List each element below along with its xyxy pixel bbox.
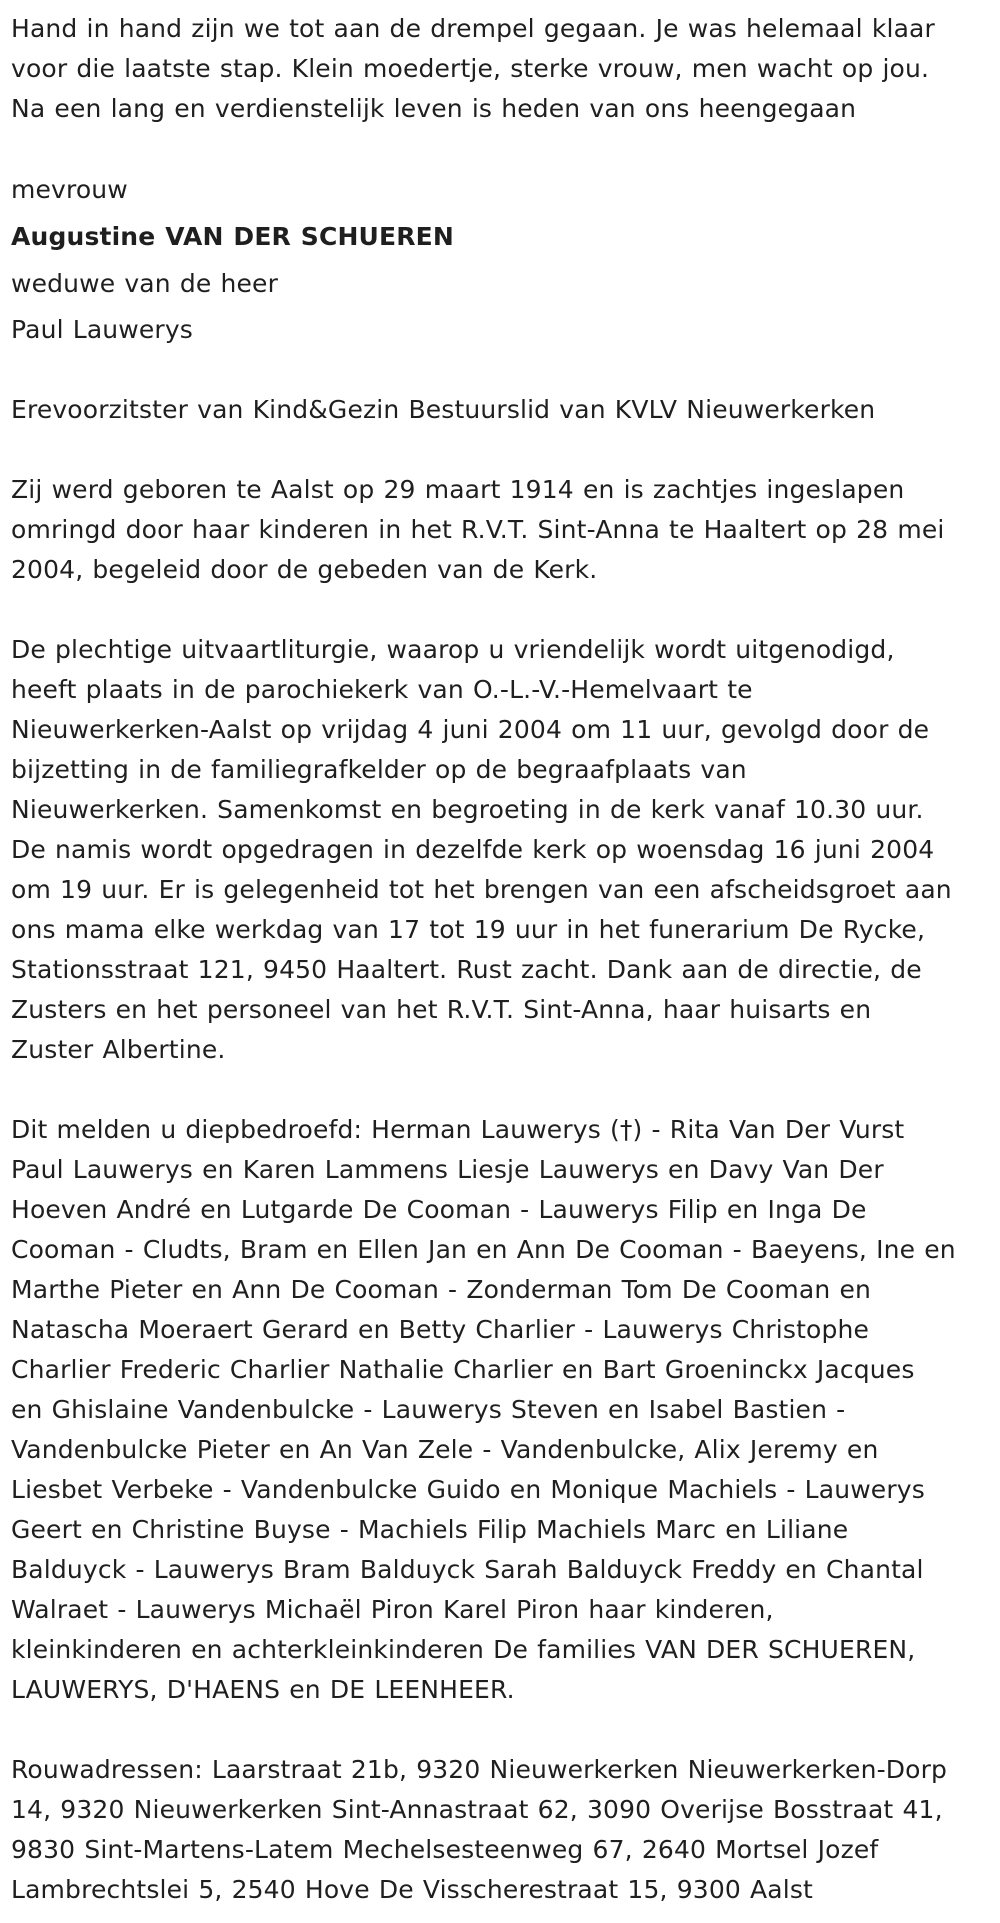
paragraph-gap: [11, 1070, 997, 1110]
paragraph-gap: [11, 129, 997, 169]
paragraph-gap: [11, 430, 997, 470]
text-line: LAUWERYS, D'HAENS en DE LEENHEER.: [11, 1675, 515, 1704]
text-line: Charlier Frederic Charlier Nathalie Charlier en Bart Groeninckx Jacques: [11, 1355, 915, 1384]
text-line: Erevoorzitster van Kind&Gezin Bestuurslid van KVLV Nieuwerkerken: [11, 395, 876, 424]
text-line: De namis wordt opgedragen in dezelfde kerk op woensdag 16 juni 2004: [11, 835, 935, 864]
text-line: De plechtige uitvaartliturgie, waarop u vriendelijk wordt uitgenodigd,: [11, 635, 895, 664]
text-line: Balduyck - Lauwerys Bram Balduyck Sarah Balduyck Freddy en Chantal: [11, 1555, 924, 1584]
widow-of-label: weduwe van de heer: [11, 269, 279, 298]
text-line: Marthe Pieter en Ann De Cooman - Zonderman Tom De Cooman en: [11, 1275, 871, 1304]
text-line: om 19 uur. Er is gelegenheid tot het brengen van een afscheidsgroet aan: [11, 875, 952, 904]
text-line: voor die laatste stap. Klein moedertje, sterke vrouw, men wacht op jou.: [11, 54, 930, 83]
paragraph-gap: [11, 350, 997, 390]
text-line: Liesbet Verbeke - Vandenbulcke Guido en Monique Machiels - Lauwerys: [11, 1475, 925, 1504]
text-line: kleinkinderen en achterkleinkinderen De families VAN DER SCHUEREN,: [11, 1635, 916, 1664]
birth-death-paragraph: [11, 470, 997, 590]
text-line: Lambrechtslei 5, 2540 Hove De Visscherestraat 15, 9300 Aalst: [11, 1875, 813, 1904]
text-line: Zuster Albertine.: [11, 1035, 226, 1064]
deceased-name: Augustine VAN DER SCHUEREN: [11, 222, 454, 251]
text-line: Hoeven André en Lutgarde De Cooman - Lauwerys Filip en Inga De: [11, 1195, 867, 1224]
text-line: 9830 Sint-Martens-Latem Mechelsesteenweg 67, 2640 Mortsel Jozef: [11, 1835, 879, 1864]
obituary-text: [11, 9, 997, 1910]
text-line: Na een lang en verdienstelijk leven is heden van ons heengegaan: [11, 94, 857, 123]
text-line: Stationsstraat 121, 9450 Haaltert. Rust zacht. Dank aan de directie, de: [11, 955, 922, 984]
funeral-paragraph: [11, 630, 997, 1070]
text-line: Walraet - Lauwerys Michaël Piron Karel Piron haar kinderen,: [11, 1595, 774, 1624]
text-line: 2004, begeleid door de gebeden van de Kerk.: [11, 555, 598, 584]
text-line: Cooman - Cludts, Bram en Ellen Jan en Ann De Cooman - Baeyens, Ine en: [11, 1235, 956, 1264]
text-line: Zij werd geboren te Aalst op 29 maart 1914 en is zachtjes ingeslapen: [11, 475, 905, 504]
text-line: Hand in hand zijn we tot aan de drempel gegaan. Je was helemaal klaar: [11, 14, 935, 43]
text-line: omringd door haar kinderen in het R.V.T. Sint-Anna te Haaltert op 28 mei: [11, 515, 945, 544]
paragraph-gap: [11, 590, 997, 630]
addresses-paragraph: [11, 1750, 997, 1910]
text-line: Nieuwerkerken. Samenkomst en begroeting in de kerk vanaf 10.30 uur.: [11, 795, 924, 824]
text-line: en Ghislaine Vandenbulcke - Lauwerys Steven en Isabel Bastien -: [11, 1395, 846, 1424]
text-line: Natascha Moeraert Gerard en Betty Charlier - Lauwerys Christophe: [11, 1315, 870, 1344]
text-line: Vandenbulcke Pieter en An Van Zele - Vandenbulcke, Alix Jeremy en: [11, 1435, 879, 1464]
text-line: Paul Lauwerys en Karen Lammens Liesje Lauwerys en Davy Van Der: [11, 1155, 884, 1184]
text-line: Zusters en het personeel van het R.V.T. Sint-Anna, haar huisarts en: [11, 995, 872, 1024]
husband-name: Paul Lauwerys: [11, 315, 193, 344]
text-line: Nieuwerkerken-Aalst op vrijdag 4 juni 2004 om 11 uur, gevolgd door de: [11, 715, 930, 744]
roles-paragraph: [11, 390, 997, 430]
intro-paragraph: [11, 9, 997, 129]
text-line: 14, 9320 Nieuwerkerken Sint-Annastraat 62, 3090 Overijse Bosstraat 41,: [11, 1795, 943, 1824]
text-line: ons mama elke werkdag van 17 tot 19 uur in het funerarium De Rycke,: [11, 915, 926, 944]
text-line: bijzetting in de familiegrafkelder op de begraafplaats van: [11, 755, 747, 784]
family-paragraph: [11, 1110, 997, 1710]
paragraph-gap: [11, 1710, 997, 1750]
honorific: mevrouw: [11, 175, 128, 204]
text-line: Rouwadressen: Laarstraat 21b, 9320 Nieuwerkerken Nieuwerkerken-Dorp: [11, 1755, 948, 1784]
text-line: heeft plaats in de parochiekerk van O.-L.-V.-Hemelvaart te: [11, 675, 753, 704]
text-line: Dit melden u diepbedroefd: Herman Lauwerys (†) - Rita Van Der Vurst: [11, 1115, 905, 1144]
text-line: Geert en Christine Buyse - Machiels Filip Machiels Marc en Liliane: [11, 1515, 849, 1544]
